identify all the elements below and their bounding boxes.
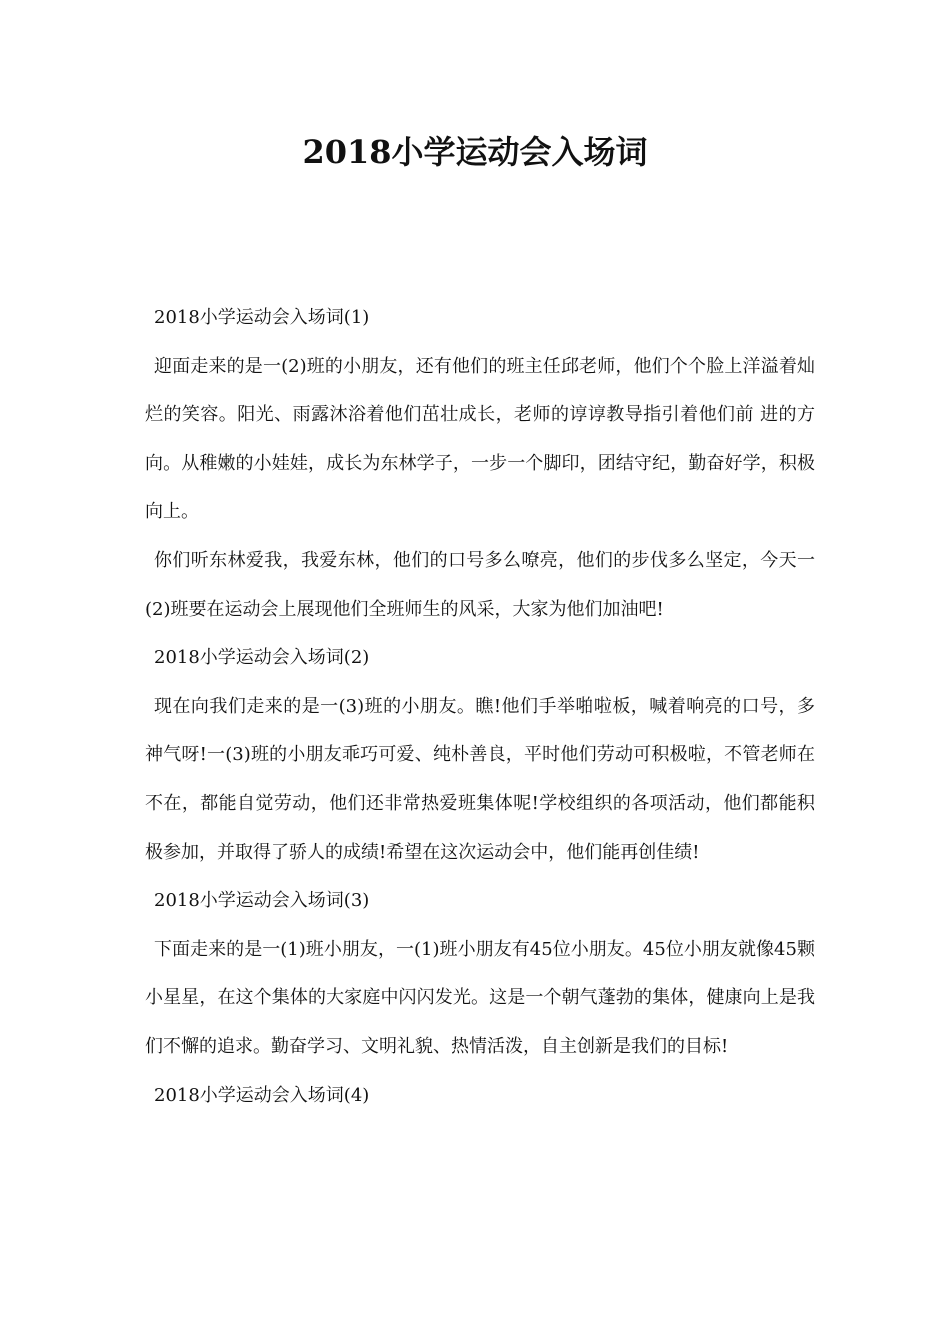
document-body: [145, 294, 815, 1120]
section-heading-2: 2018小学运动会入场词(2): [154, 647, 370, 669]
paragraph: 现在向我们走来的是一(3)班的小朋友。瞧!他们手举啪啦板，喊着响亮的口号，多神气呀!一(3)班的小朋友乖巧可爱、纯朴善良，平时他们劳动可积极啦，不管老师在不在，都能自觉劳动，他们还非常热爱班集体呢!学校组织的各项活动，他们都能积极参加，并取得了骄人的成绩!希望在这次运动会中，他们能再创佳绩!: [145, 695, 815, 863]
section-heading-3: 2018小学运动会入场词(3): [154, 890, 370, 912]
paragraph: 迎面走来的是一(2)班的小朋友，还有他们的班主任邱老师，他们个个脸上洋溢着灿烂的笑容。阳光、雨露沐浴着他们茁壮成长，老师的谆谆教导指引着他们前 进的方向。从稚嫩的小娃娃，成长为东林学子，一步一个脚印，团结守纪，勤奋好学，积极向上。: [145, 355, 815, 523]
document-title: 2018小学运动会入场词: [302, 133, 648, 171]
section-heading-4: 2018小学运动会入场词(4): [154, 1084, 370, 1106]
paragraph: 你们听东林爱我，我爱东林，他们的口号多么嘹亮，他们的步伐多么坚定，今天一(2)班要在运动会上展现他们全班师生的风采，大家为他们加油吧!: [145, 549, 815, 620]
section-heading-1: 2018小学运动会入场词(1): [154, 307, 370, 328]
paragraph: 下面走来的是一(1)班小朋友，一(1)班小朋友有45位小朋友。45位小朋友就像45颗小星星，在这个集体的大家庭中闪闪发光。这是一个朝气蓬勃的集体，健康向上是我们不懈的追求。勤奋学习、文明礼貌、热情活泼，自主创新是我们的目标!: [145, 938, 815, 1057]
